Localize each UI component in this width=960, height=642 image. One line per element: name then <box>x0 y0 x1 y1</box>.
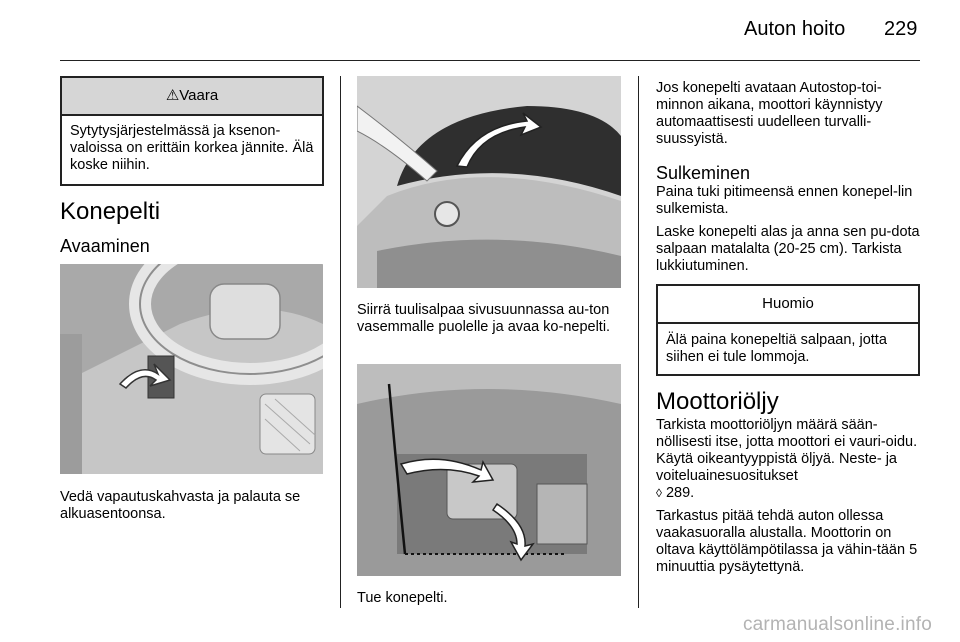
oil-text-2: Tarkastus pitää tehdä auton ollessa vaakasuoralla alustalla. Moottorin on oltava käyttölämpötilassa ja vähin-tään 5 minuuttia pysäytettynä. <box>656 508 918 575</box>
note-box-header: Huomio <box>658 286 918 324</box>
oil-text-1: Tarkista moottoriöljyn määrä sään-nöllisesti itse, jotta moottori ei vauri-oidu. Käytä oikeantyyppistä öljyä. Neste- ja voiteluainesuositukset <box>656 417 918 484</box>
note-box <box>656 284 920 376</box>
section-heading-konepelti: Konepelti <box>60 198 161 225</box>
warning-title: Vaara <box>179 87 219 104</box>
hood-latch-text: Siirrä tuulisalpaa sivusuunnassa au-ton vasemmalle puolelle ja avaa ko-nepelti. <box>357 302 611 335</box>
subheading-sulkeminen: Sulkeminen <box>656 163 751 183</box>
warning-text: Sytytysjärjestelmässä ja ksenon-valoissa on erittäin korkea jännite. Älä koske niihin. <box>70 123 314 173</box>
subheading-avaaminen: Avaaminen <box>60 236 150 256</box>
release-handle-caption: Vedä vapautuskahvasta ja palauta se alkuasentoonsa. <box>60 489 301 522</box>
page-reference-link[interactable]: 289. <box>665 485 695 501</box>
hood-release-illustration <box>60 264 323 474</box>
warning-box-header <box>62 78 322 116</box>
running-header-title: Auton hoito <box>744 18 846 40</box>
column-divider-2 <box>638 76 639 608</box>
autostop-text: Jos konepelti avataan Autostop-toi-minnon aikana, moottori käynnistyy automaattisesti uudelleen turvalli-suussyistä. <box>656 80 883 147</box>
section-heading-moottorioljy: Moottoriöljy <box>656 388 779 415</box>
page-reference-icon: ◊ <box>656 486 662 500</box>
header-rule <box>60 60 920 61</box>
page-number: 229 <box>884 18 918 40</box>
column-divider-1 <box>340 76 341 608</box>
closing-text-2: Laske konepelti alas ja anna sen pu-dota salpaan matalalta (20-25 cm). Tarkista lukkiutuminen. <box>656 224 920 274</box>
hood-opening-illustration <box>357 76 621 288</box>
warning-triangle-icon: ⚠ <box>165 87 180 104</box>
hood-prop-illustration <box>357 364 621 576</box>
watermark: carmanualsonline.info <box>742 614 932 635</box>
closing-text-1: Paina tuki pitimeensä ennen konepel-lin sulkemista. <box>656 184 913 217</box>
note-text: Älä paina konepeltiä salpaan, jotta siihen ei tule lommoja. <box>666 332 887 365</box>
warning-box <box>60 76 324 186</box>
hood-prop-text: Tue konepelti. <box>357 590 448 606</box>
